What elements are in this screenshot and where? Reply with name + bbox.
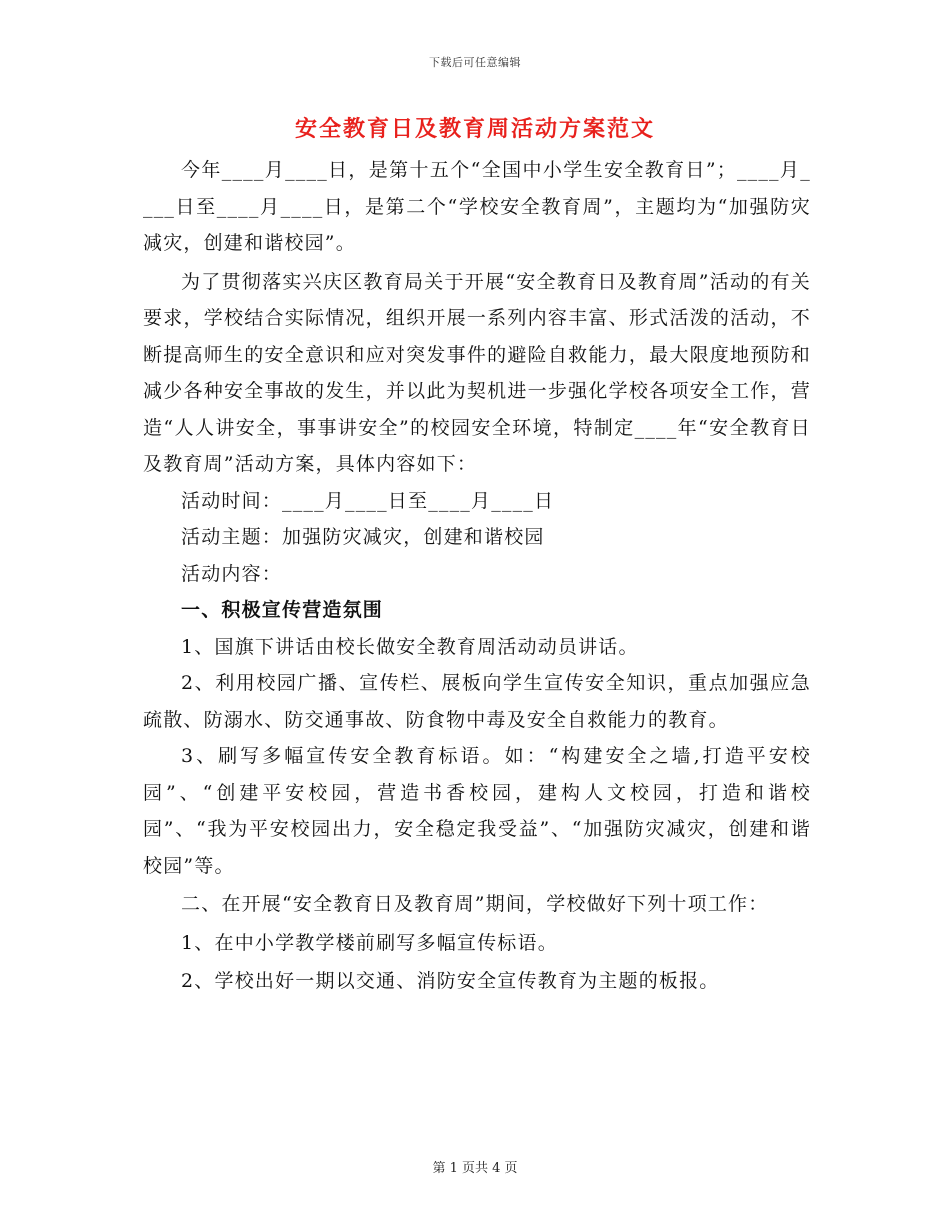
list-item: 3、刷写多幅宣传安全教育标语。如：“构建安全之墙,打造平安校园”、“创建平安校园，营造书香校园，建构人文校园，打造和谐校园”、“我为平安校园出力，安全稳定我受益”、“加强防灾减灾，创建和谐校园”等。 xyxy=(143,745,811,877)
intro-paragraph: 今年____月____日，是第十五个“全国中小学生安全教育日”；____月____日至____月____日，是第二个“学校安全教育周”，主题均为“加强防灾减灾，创建和谐校园”。 xyxy=(143,159,811,254)
page-number: 第 1 页共 4 页 xyxy=(432,1161,518,1176)
purpose-paragraph: 为了贯彻落实兴庆区教育局关于开展“安全教育日及教育周”活动的有关要求，学校结合实际情况，组织开展一系列内容丰富、形式活泼的活动，不断提高师生的安全意识和应对突发事件的避险自救能力，最大限度地预防和减少各种安全事故的发生，并以此为契机进一步强化学校各项安全工作，营造“人人讲安全，事事讲安全”的校园安全环境，特制定____年“安全教育日及教育周”活动方案，具体内容如下： xyxy=(143,270,811,475)
document-title: 安全教育日及教育周活动方案范文 xyxy=(294,116,655,142)
list-item: 1、在中小学教学楼前刷写多幅宣传标语。 xyxy=(181,931,558,954)
list-item: 2、学校出好一期以交通、消防安全宣传教育为主题的板报。 xyxy=(181,970,720,992)
activity-time: 活动时间：____月____日至____月____日 xyxy=(181,489,555,512)
list-item: 2、利用校园广播、宣传栏、展板向学生宣传安全知识，重点加强应急疏散、防溺水、防交通事故、防食物中毒及安全自救能力的教育。 xyxy=(143,672,811,731)
activity-content-label: 活动内容： xyxy=(181,562,283,585)
section-heading-1: 一、积极宣传营造氛围 xyxy=(181,599,384,621)
activity-theme: 活动主题：加强防灾减灾，创建和谐校园 xyxy=(181,526,545,548)
section-heading-2: 二、在开展“安全教育日及教育周”期间，学校做好下列十项工作： xyxy=(181,893,769,915)
list-item: 1、国旗下讲话由校长做安全教育周活动动员讲话。 xyxy=(181,635,639,658)
page-header-note: 下载后可任意编辑 xyxy=(429,56,521,69)
document-body xyxy=(143,152,811,1000)
